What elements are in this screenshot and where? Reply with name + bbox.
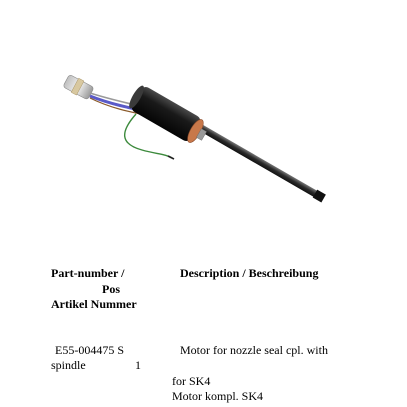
row-description-line3: Motor kompl. SK4 <box>172 389 264 403</box>
spindle-shaft <box>188 118 326 203</box>
row-part-number: E55-004475 S <box>55 343 124 357</box>
motor-spindle-image <box>50 62 340 222</box>
motor-body <box>126 83 211 148</box>
row-pos: 1 <box>135 358 141 372</box>
header-part-number: Part-number / <box>51 266 125 280</box>
row-spindle: spindle <box>51 358 86 372</box>
row-description-line1: Motor for nozzle seal cpl. with <box>180 343 328 357</box>
header-pos: Pos <box>102 282 120 296</box>
header-artikel-nummer: Artikel Nummer <box>51 297 137 311</box>
row-description-line2: for SK4 <box>172 374 211 388</box>
header-description: Description / Beschreibung <box>180 266 319 280</box>
